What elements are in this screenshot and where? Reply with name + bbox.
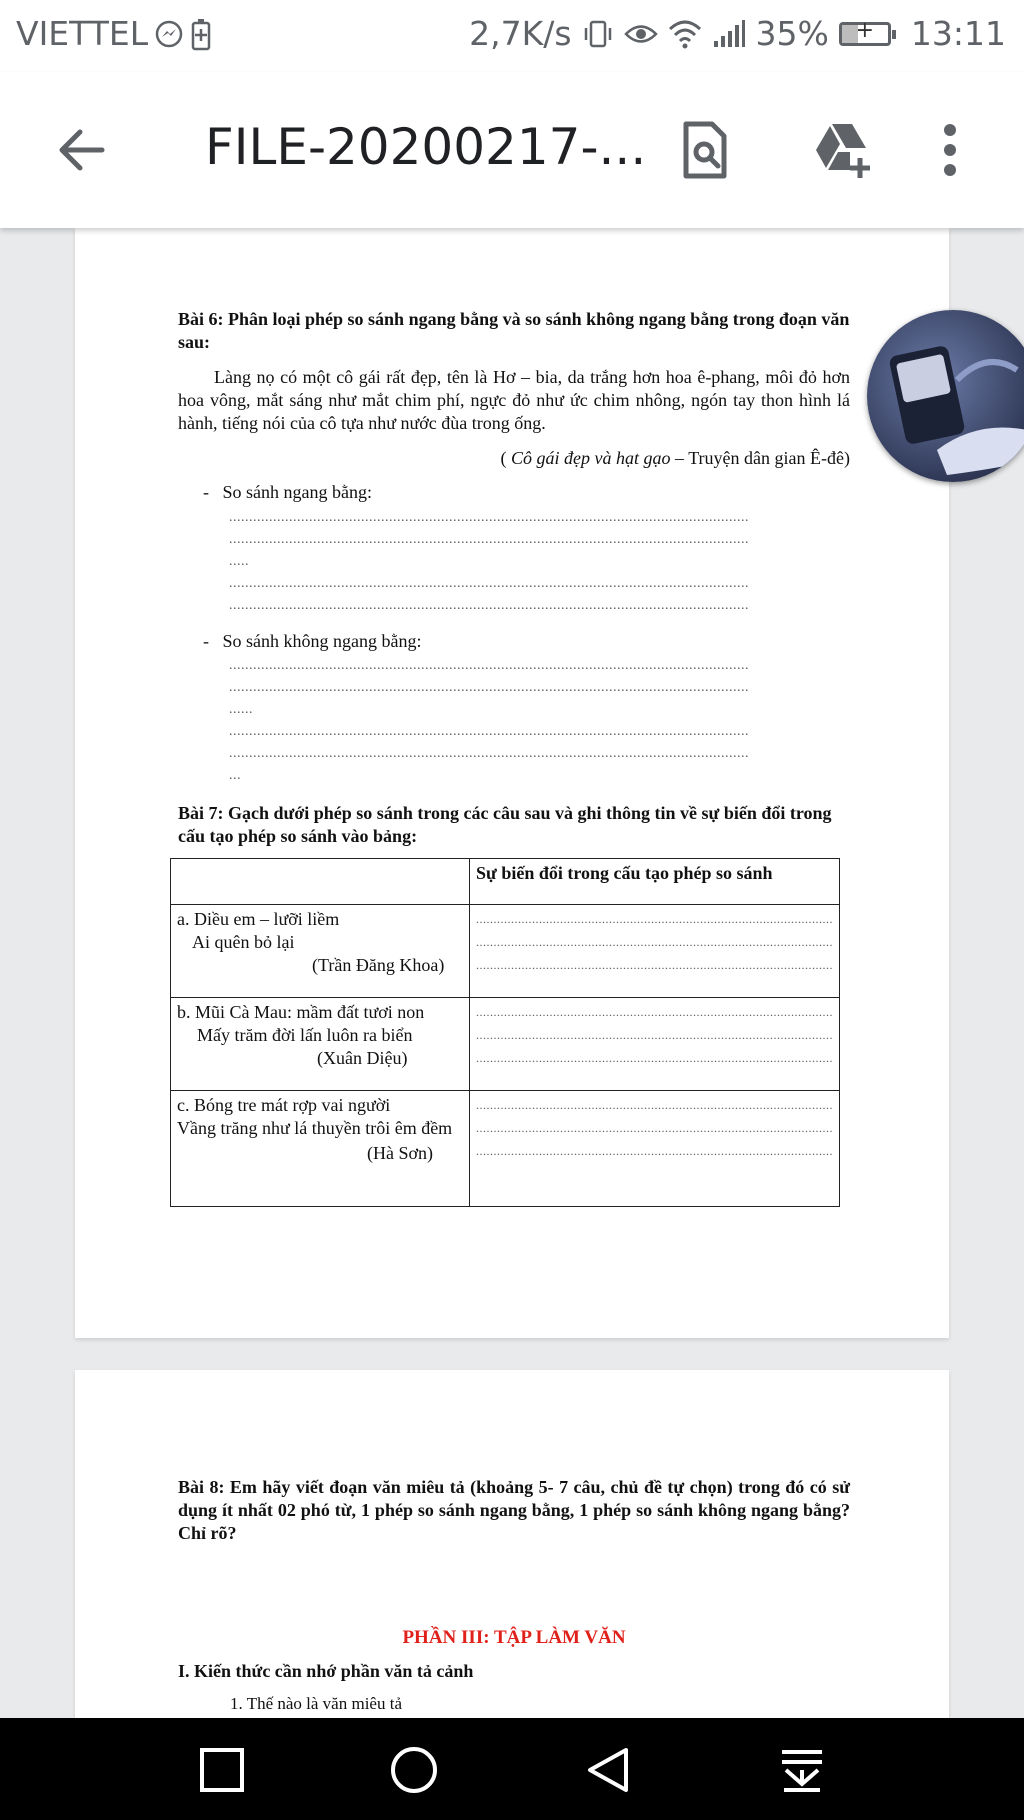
bai6-source: ( Cô gái đẹp và hạt gạo – Truyện dân gian Ê-đê) — [500, 448, 850, 468]
table-cell-poem: c. Bóng tre mát rợp vai người Vầng trăng như lá thuyền trôi êm đềm (Hà Sơn) — [171, 1091, 470, 1207]
recent-apps-icon[interactable] — [196, 1744, 248, 1796]
answer-line[interactable]: .................................................................................................................................. — [229, 680, 749, 695]
table-cell-answer[interactable]: ...................................................................................................... ...................................................................................................... ...................................................................................................... — [470, 905, 840, 998]
answer-line[interactable]: .................................................................................................................................. — [229, 658, 749, 673]
carrier-name: VIETTEL — [16, 14, 149, 53]
back-arrow-icon[interactable] — [52, 120, 112, 180]
vibrate-icon — [582, 18, 614, 50]
status-bar — [0, 0, 1024, 72]
table-cell-answer[interactable]: ...................................................................................................... ...................................................................................................... ...................................................................................................... — [470, 1091, 840, 1207]
table-row — [171, 998, 840, 1091]
find-in-page-icon[interactable] — [672, 118, 736, 182]
bai7-title: Bài 7: Gạch dưới phép so sánh trong các câu sau và ghi thông tin về sự biến đổi trong cấu tạo phép so sánh vào bảng: — [178, 803, 832, 846]
add-to-drive-icon[interactable] — [810, 118, 874, 182]
bai6-passage: Làng nọ có một cô gái rất đẹp, tên là Hơ – bia, da trắng hơn hoa ê-phang, môi đỏ hơn hoa vông, mắt sáng như mắt chim phí, ngực đỏ như ức chim nhông, ngón tay thon hình lá hành, tiếng nói của cô tựa như nước đùa trong ống. — [178, 367, 850, 433]
table-cell-poem: b. Mũi Cà Mau: mầm đất tươi non Mấy trăm đời lấn luôn ra biển (Xuân Diệu) — [171, 998, 470, 1091]
document-page-1[interactable] — [75, 228, 949, 1338]
back-nav-icon[interactable] — [582, 1744, 634, 1796]
table-row — [171, 905, 840, 998]
notification-pull-icon[interactable] — [776, 1744, 828, 1796]
answer-line[interactable]: ... — [229, 768, 241, 783]
clock: 13:11 — [910, 14, 1006, 53]
network-speed: 2,7K/s — [469, 14, 572, 53]
home-icon[interactable] — [388, 1744, 440, 1796]
wifi-icon — [668, 19, 702, 49]
answer-line[interactable]: .................................................................................................................................. — [229, 510, 749, 525]
answer-line[interactable]: .................................................................................................................................. — [229, 746, 749, 761]
answer-line[interactable]: .................................................................................................................................. — [229, 724, 749, 739]
answer-line[interactable]: .................................................................................................................................. — [229, 532, 749, 547]
document-title: FILE-20200217-... — [205, 118, 647, 176]
answer-line[interactable]: .................................................................................................................................. — [229, 576, 749, 591]
bullet-unequal: - So sánh không ngang bằng: — [203, 631, 422, 651]
table-header-empty — [171, 859, 470, 905]
eye-icon — [624, 19, 658, 49]
table-header-cell: Sự biến đổi trong cấu tạo phép so sánh — [470, 859, 840, 905]
part3-heading: PHẦN III: TẬP LÀM VĂN — [402, 1627, 626, 1648]
battery-charging-small-icon — [190, 17, 212, 51]
navigation-bar — [0, 1718, 1024, 1820]
more-vert-icon[interactable] — [930, 118, 970, 182]
signal-icon — [712, 19, 746, 49]
section1-item1: 1. Thế nào là văn miêu tả — [230, 1694, 402, 1713]
battery-percent: 35% — [755, 14, 829, 53]
section1-heading: I. Kiến thức cần nhớ phần văn tả cảnh — [178, 1661, 474, 1681]
bai6-title: Bài 6: Phân loại phép so sánh ngang bằng và so sánh không ngang bằng trong đoạn văn sau: — [178, 309, 850, 352]
bullet-equal: - So sánh ngang bằng: — [203, 482, 372, 502]
document-page-2[interactable] — [75, 1370, 949, 1720]
table-row — [171, 1091, 840, 1207]
answer-line[interactable]: ...... — [229, 702, 253, 717]
table-header-row — [171, 859, 840, 905]
table-cell-answer[interactable]: ...................................................................................................... ...................................................................................................... ...................................................................................................... — [470, 998, 840, 1091]
bai8-text: Bài 8: Em hãy viết đoạn văn miêu tả (khoảng 5- 7 câu, chủ đề tự chọn) trong đó có sử dụng ít nhất 02 phó từ, 1 phép so sánh ngang bằng, 1 phép so sánh không ngang bằng? Chỉ rõ? — [178, 1477, 850, 1543]
battery-icon: + — [839, 22, 891, 46]
messenger-icon — [154, 19, 184, 49]
bai6-source-title: Cô gái đẹp và hạt gạo — [511, 448, 671, 468]
answer-line[interactable]: ..... — [229, 554, 249, 569]
comparison-table — [170, 858, 840, 1207]
table-cell-poem: a. Diều em – lưỡi liềm Ai quên bỏ lại (Trần Đăng Khoa) — [171, 905, 470, 998]
app-bar — [0, 72, 1024, 228]
answer-line[interactable]: .................................................................................................................................. — [229, 598, 749, 613]
